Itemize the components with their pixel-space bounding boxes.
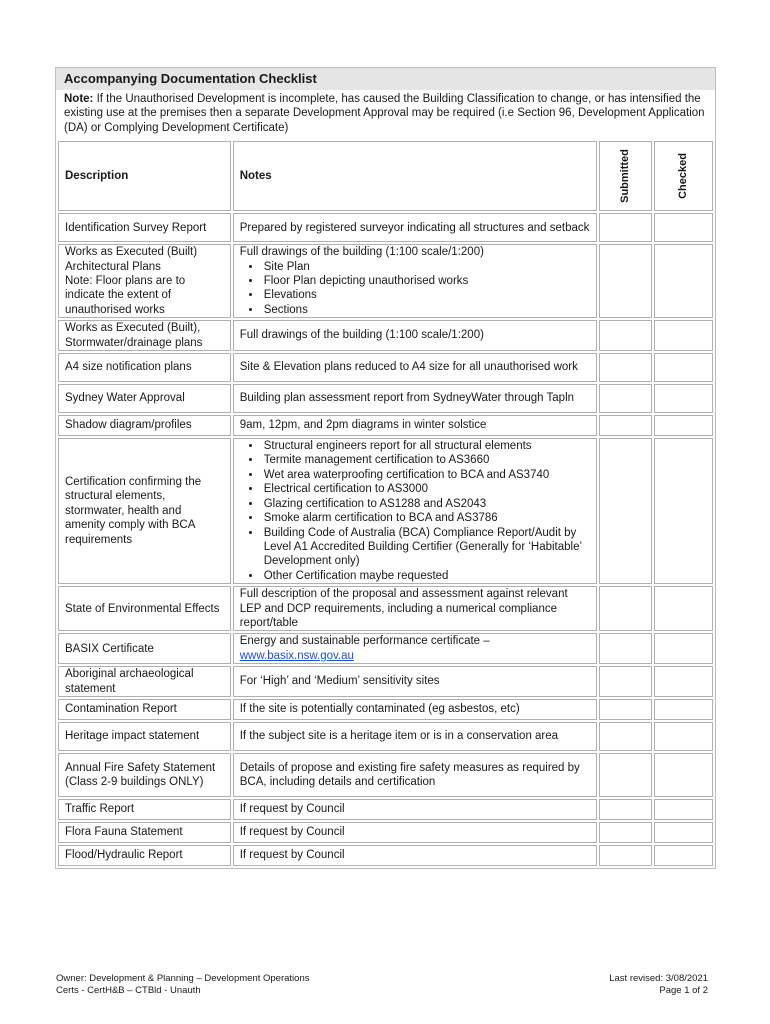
bullet-item: • Other Certification maybe requested: [262, 569, 590, 583]
table-row: [58, 213, 713, 242]
header-submitted: [599, 141, 652, 211]
bullet-item: • Smoke alarm certification to BCA and AS3786: [262, 511, 590, 525]
footer-owner: Owner: Development & Planning – Development Operations: [56, 973, 310, 984]
submitted-checkbox[interactable]: [599, 353, 652, 382]
submitted-checkbox[interactable]: [599, 699, 652, 720]
row-notes: If request by Council: [233, 822, 597, 843]
footer-left: [56, 973, 309, 997]
note-label: Note:: [64, 93, 94, 105]
table-row: [58, 666, 713, 697]
bullet-list: [240, 439, 590, 583]
checked-checkbox[interactable]: [654, 633, 713, 664]
footer-revised: Last revised: 3/08/2021: [609, 973, 708, 984]
row-description: Certification confirming the structural elements, stormwater, health and amenity comply with BCA requirements: [58, 438, 231, 584]
row-description-line: Works as Executed (Built) Architectural Plans: [65, 246, 198, 273]
basix-link[interactable]: www.basix.nsw.gov.au: [239, 649, 354, 662]
row-notes: If the site is potentially contaminated (eg asbestos, etc): [233, 699, 597, 720]
row-notes: Full drawings of the building (1:100 scale/1:200): [233, 320, 597, 351]
table-row: [58, 384, 713, 413]
header-checked: [654, 141, 713, 211]
row-notes: 9am, 12pm, and 2pm diagrams in winter solstice: [233, 415, 597, 436]
bullet-list: [240, 260, 590, 318]
footer-right: [609, 973, 708, 997]
row-description: BASIX Certificate: [58, 633, 231, 664]
row-notes: [233, 244, 597, 318]
bullet-item: • Wet area waterproofing certification to BCA and AS3740: [262, 468, 590, 482]
table-row: [58, 845, 713, 866]
submitted-checkbox[interactable]: [599, 722, 652, 751]
checked-checkbox[interactable]: [654, 415, 713, 436]
row-description: Sydney Water Approval: [58, 384, 231, 413]
table-row: [58, 438, 713, 584]
row-notes: Prepared by registered surveyor indicating all structures and setback: [233, 213, 597, 242]
bullet-item: • Site Plan: [262, 260, 590, 274]
checked-checkbox[interactable]: [654, 666, 713, 697]
header-checked-label: Checked: [677, 153, 690, 200]
table-row: [58, 799, 713, 820]
row-notes: [233, 438, 597, 584]
bullet-item: • Floor Plan depicting unauthorised works: [262, 274, 590, 288]
table-row: [58, 586, 713, 631]
submitted-checkbox[interactable]: [599, 666, 652, 697]
row-notes-text: Energy and sustainable performance certificate –: [239, 635, 490, 648]
table-row: [58, 699, 713, 720]
checklist-table: [56, 139, 715, 868]
table-row: [58, 633, 713, 664]
checked-checkbox[interactable]: [654, 244, 713, 318]
header-description: Description: [58, 141, 231, 211]
footer-cert-code: Certs - CertH&B – CTBld - Unauth: [56, 985, 201, 996]
header-submitted-label: Submitted: [618, 149, 631, 204]
checked-checkbox[interactable]: [654, 699, 713, 720]
row-description: Flora Fauna Statement: [58, 822, 231, 843]
table-row: [58, 415, 713, 436]
submitted-checkbox[interactable]: [599, 633, 652, 664]
checked-checkbox[interactable]: [654, 586, 713, 631]
row-description: Contamination Report: [58, 699, 231, 720]
submitted-checkbox[interactable]: [599, 845, 652, 866]
row-description: Aboriginal archaeological statement: [58, 666, 231, 697]
intro-note: [56, 90, 715, 139]
row-notes: Details of propose and existing fire safety measures as required by BCA, including details and certification: [233, 753, 597, 797]
table-row: [58, 320, 713, 351]
checked-checkbox[interactable]: [654, 722, 713, 751]
bullet-item: • Structural engineers report for all structural elements: [262, 439, 590, 453]
table-row: [58, 722, 713, 751]
row-notes: If the subject site is a heritage item or is in a conservation area: [233, 722, 597, 751]
checked-checkbox[interactable]: [654, 213, 713, 242]
submitted-checkbox[interactable]: [599, 244, 652, 318]
row-notes: Site & Elevation plans reduced to A4 size for all unauthorised work: [233, 353, 597, 382]
submitted-checkbox[interactable]: [599, 799, 652, 820]
row-description: A4 size notification plans: [58, 353, 231, 382]
table-header-row: [58, 141, 713, 211]
checked-checkbox[interactable]: [654, 822, 713, 843]
submitted-checkbox[interactable]: [599, 822, 652, 843]
bullet-item: • Electrical certification to AS3000: [262, 482, 590, 496]
submitted-checkbox[interactable]: [599, 213, 652, 242]
row-notes: For ‘High’ and ‘Medium’ sensitivity sites: [233, 666, 597, 697]
header-notes: Notes: [233, 141, 597, 211]
row-notes-intro: Full drawings of the building (1:100 scale/1:200): [239, 246, 484, 259]
bullet-item: • Building Code of Australia (BCA) Compliance Report/Audit by Level A1 Accredited Building Certifier (Generally for ‘Habitable’ Development only): [262, 526, 590, 569]
checked-checkbox[interactable]: [654, 753, 713, 797]
checklist-title: Accompanying Documentation Checklist: [56, 68, 715, 90]
submitted-checkbox[interactable]: [599, 415, 652, 436]
bullet-item: • Elevations: [262, 288, 590, 302]
row-description: Annual Fire Safety Statement (Class 2-9 buildings ONLY): [58, 753, 231, 797]
footer-page-number: Page 1 of 2: [659, 985, 708, 996]
row-notes: [233, 633, 597, 664]
row-description: Shadow diagram/profiles: [58, 415, 231, 436]
submitted-checkbox[interactable]: [599, 586, 652, 631]
row-description: Works as Executed (Built), Stormwater/drainage plans: [58, 320, 231, 351]
row-notes: If request by Council: [233, 799, 597, 820]
note-text: If the Unauthorised Development is incomplete, has caused the Building Classification to change, or has intensified the existing use at the premises then a separate Development Approval may be required (i.e Section 96, Development Application (DA) or Complying Development Certificate): [64, 93, 705, 134]
table-row: [58, 353, 713, 382]
checked-checkbox[interactable]: [654, 384, 713, 413]
bullet-item: • Termite management certification to AS3660: [262, 453, 590, 467]
table-row: [58, 244, 713, 318]
bullet-item: • Glazing certification to AS1288 and AS2043: [262, 497, 590, 511]
submitted-checkbox[interactable]: [599, 320, 652, 351]
submitted-checkbox[interactable]: [599, 438, 652, 584]
row-notes: If request by Council: [233, 845, 597, 866]
submitted-checkbox[interactable]: [599, 384, 652, 413]
checklist-frame: [55, 67, 716, 869]
table-row: [58, 753, 713, 797]
row-description: Flood/Hydraulic Report: [58, 845, 231, 866]
row-description: Traffic Report: [58, 799, 231, 820]
row-notes: Building plan assessment report from SydneyWater through Tapln: [233, 384, 597, 413]
submitted-checkbox[interactable]: [599, 753, 652, 797]
checked-checkbox[interactable]: [654, 320, 713, 351]
table-row: [58, 822, 713, 843]
checked-checkbox[interactable]: [654, 353, 713, 382]
bullet-item: • Sections: [262, 303, 590, 317]
row-description: Identification Survey Report: [58, 213, 231, 242]
row-description: [58, 244, 231, 318]
checked-checkbox[interactable]: [654, 799, 713, 820]
row-description: Heritage impact statement: [58, 722, 231, 751]
checked-checkbox[interactable]: [654, 845, 713, 866]
row-description: State of Environmental Effects: [58, 586, 231, 631]
row-description-note: Note: Floor plans are to indicate the extent of unauthorised works: [65, 275, 186, 316]
checked-checkbox[interactable]: [654, 438, 713, 584]
row-notes: Full description of the proposal and assessment against relevant LEP and DCP requirements, including a numerical compliance report/table: [233, 586, 597, 631]
